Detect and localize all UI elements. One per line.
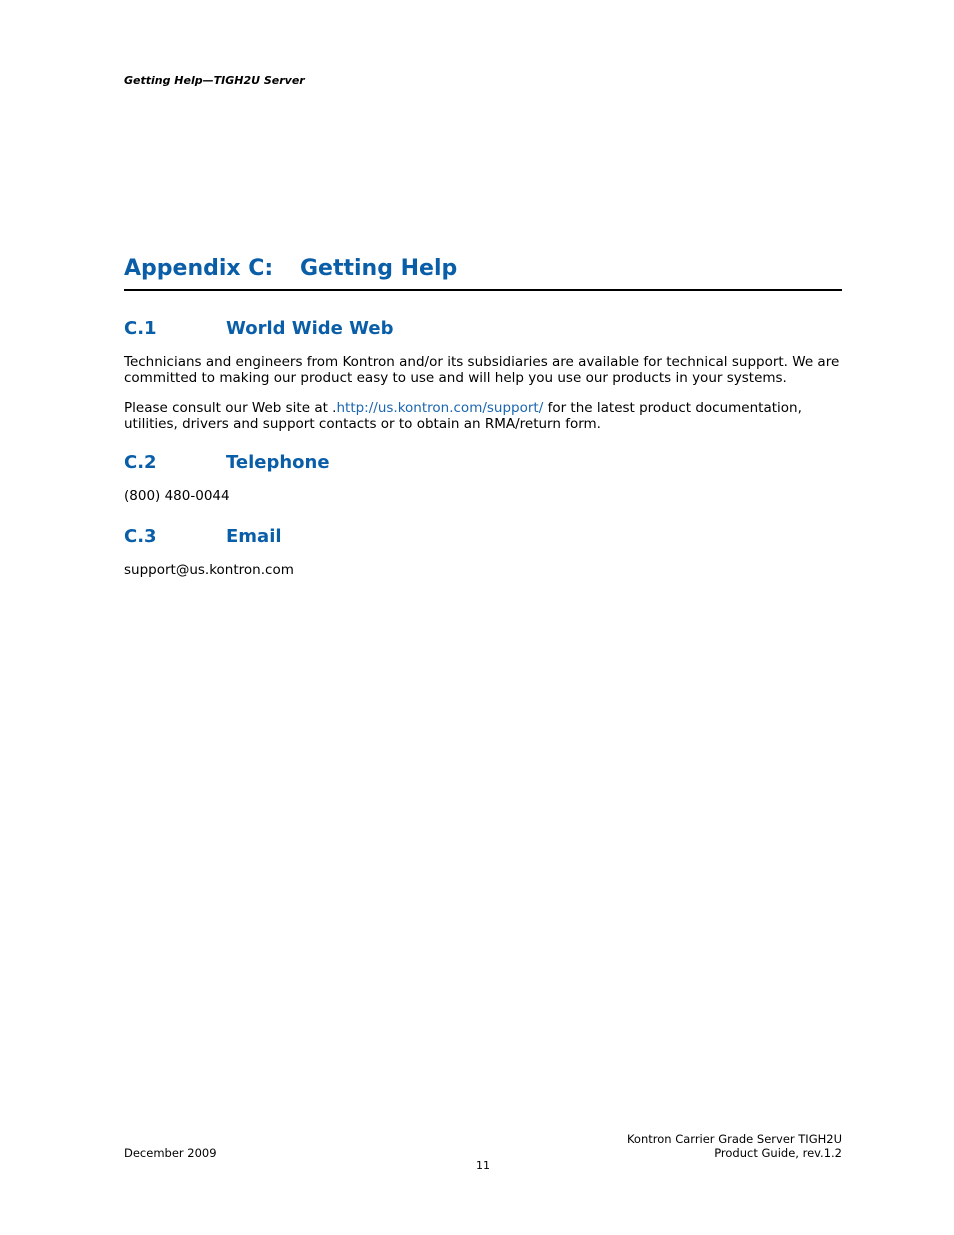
support-email: support@us.kontron.com: [124, 562, 294, 578]
section-title: Email: [226, 526, 282, 547]
section-title: World Wide Web: [226, 318, 394, 339]
section-heading-world-wide-web: [124, 318, 393, 339]
chapter-number: Appendix C:: [124, 256, 274, 281]
chapter-title: [124, 256, 842, 291]
footer-date: December 2009: [124, 1146, 217, 1160]
footer-product-info: [627, 1132, 842, 1160]
chapter-title-text: Getting Help: [300, 256, 458, 281]
section-number: C.1: [124, 318, 157, 339]
page-number: 11: [476, 1159, 490, 1172]
footer-guide-revision: Product Guide, rev.1.2: [714, 1146, 842, 1160]
support-website-link[interactable]: http://us.kontron.com/support/: [336, 400, 544, 416]
section-heading-email: [124, 526, 282, 547]
section-title: Telephone: [226, 452, 330, 473]
consult-paragraph: [124, 400, 844, 432]
section-heading-telephone: [124, 452, 330, 473]
footer-product-line: Kontron Carrier Grade Server TIGH2U: [626, 1132, 842, 1146]
running-header: Getting Help—TIGH2U Server: [124, 74, 305, 87]
section-number: C.2: [124, 452, 157, 473]
consult-text-after: for the latest product documentation, utilities, drivers and support contacts or to obtain an RMA/return form.: [124, 400, 802, 432]
telephone-number: (800) 480-0044: [124, 488, 230, 504]
consult-text-before: Please consult our Web site at .: [124, 400, 337, 416]
support-intro-paragraph: Technicians and engineers from Kontron and/or its subsidiaries are available for technical support. We are committed to making our product easy to use and will help you use our products in your systems.: [124, 354, 840, 386]
section-number: C.3: [124, 526, 157, 547]
